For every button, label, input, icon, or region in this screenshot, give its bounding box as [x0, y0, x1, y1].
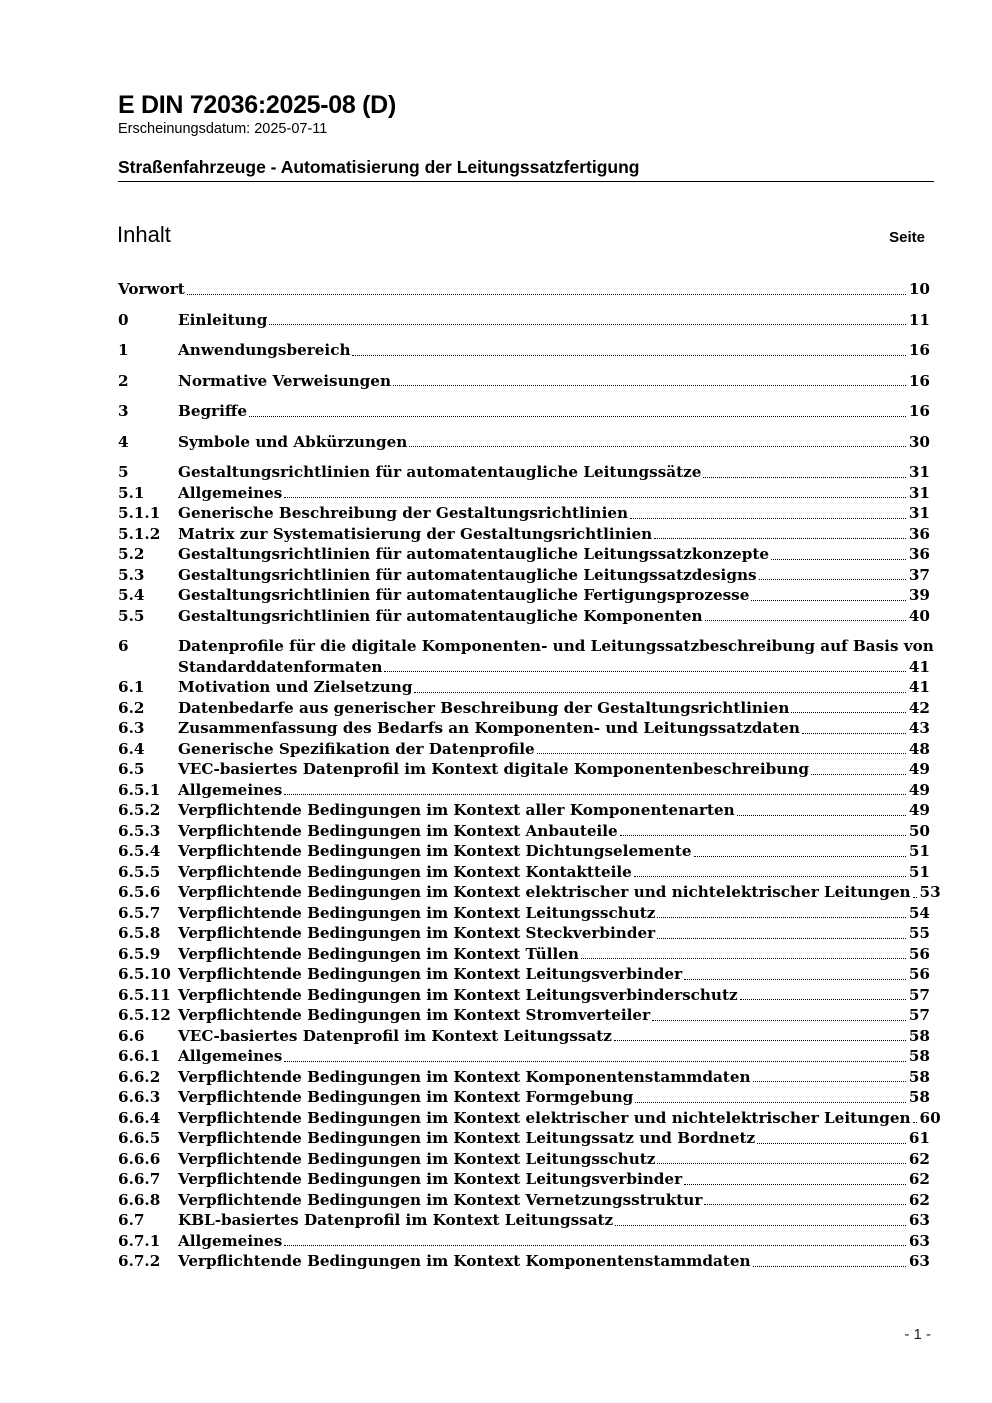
- toc-entry-body: [178, 964, 930, 985]
- publication-date-value: 2025-07-11: [254, 121, 328, 137]
- toc-dot-leader: [753, 1081, 906, 1082]
- toc-entry-body: [178, 1128, 930, 1149]
- toc-entry[interactable]: [118, 401, 930, 422]
- toc-dot-leader: [634, 876, 906, 877]
- toc-dot-leader: [654, 538, 906, 539]
- toc-dot-leader: [740, 999, 906, 1000]
- toc-entry-body: [178, 606, 930, 627]
- toc-entry-title-continuation: Standarddatenformaten: [178, 657, 383, 676]
- toc-dot-leader: [614, 1040, 906, 1041]
- toc-entry-page: 49: [908, 780, 930, 799]
- toc-entry-page: 31: [908, 463, 930, 481]
- toc-entry[interactable]: [118, 841, 930, 862]
- toc-dot-leader: [581, 958, 906, 959]
- toc-entry-page: 48: [908, 739, 930, 758]
- toc-entry-number: 6.2: [118, 698, 145, 717]
- toc-entry-body: [178, 739, 930, 760]
- toc-entry-body: [178, 923, 930, 944]
- toc-entry-number: 3: [118, 402, 129, 420]
- toc-entry[interactable]: [118, 524, 930, 545]
- toc-entry-body: [178, 841, 930, 862]
- toc-entry[interactable]: [118, 1067, 930, 1088]
- table-of-contents: [118, 279, 941, 1272]
- toc-entry-number: 6.5.2: [118, 801, 161, 819]
- toc-entry-title: Verpflichtende Bedingungen im Kontext Dichtungselemente: [178, 842, 692, 860]
- toc-entry-page: 41: [908, 657, 930, 676]
- toc-entry-page: 30: [908, 432, 930, 451]
- toc-entry-page: 63: [908, 1252, 930, 1270]
- toc-entry-body: [178, 698, 930, 719]
- toc-entry-page: 58: [908, 1026, 930, 1045]
- toc-entry-body: [178, 544, 930, 565]
- toc-entry-body: [118, 279, 930, 300]
- toc-dot-leader: [249, 416, 906, 417]
- toc-entry-page: 55: [908, 924, 930, 942]
- toc-dot-leader: [284, 794, 905, 795]
- toc-entry-title: Datenprofile für die digitale Komponenten- und Leitungssatzbeschreibung auf Basis von: [178, 637, 934, 655]
- toc-entry-page: 16: [908, 371, 930, 390]
- toc-entry-body: [178, 1108, 941, 1129]
- toc-dot-leader: [704, 1204, 906, 1205]
- toc-entry-page: 57: [908, 1006, 930, 1024]
- toc-entry[interactable]: [118, 677, 930, 698]
- toc-entry-title: VEC-basiertes Datenprofil im Kontext Leitungssatz: [178, 1026, 612, 1045]
- toc-entry-title: Vorwort: [118, 280, 185, 298]
- toc-entry-body: [178, 882, 941, 903]
- toc-entry-title: Verpflichtende Bedingungen im Kontext Leitungsverbinderschutz: [178, 985, 738, 1004]
- toc-dot-leader: [791, 712, 905, 713]
- toc-entry-page: 62: [908, 1190, 930, 1209]
- toc-entry-number: 1: [118, 341, 129, 359]
- toc-entry-page: 49: [908, 801, 930, 819]
- toc-entry-title: Datenbedarfe aus generischer Beschreibung der Gestaltungsrichtlinien: [178, 698, 790, 717]
- toc-entry-body: [178, 1169, 930, 1190]
- toc-entry-page: 49: [908, 760, 930, 778]
- toc-group: [118, 340, 930, 361]
- toc-entry[interactable]: [118, 606, 930, 627]
- toc-dot-leader: [657, 917, 905, 918]
- publication-date: Erscheinungsdatum: 2025-07-11: [118, 121, 328, 137]
- toc-entry-body: [178, 780, 930, 801]
- toc-entry-title: Gestaltungsrichtlinien für automatentaugliche Leitungssatzdesigns: [178, 565, 757, 584]
- toc-group: [118, 279, 930, 300]
- toc-group: [118, 401, 930, 422]
- toc-entry-title: VEC-basiertes Datenprofil im Kontext digitale Komponentenbeschreibung: [178, 760, 810, 778]
- toc-entry-title: Verpflichtende Bedingungen im Kontext Leitungssatz und Bordnetz: [178, 1129, 756, 1147]
- toc-entry-body: [178, 565, 930, 586]
- toc-entry-number: 6.5.10: [118, 965, 171, 983]
- toc-dot-leader: [737, 815, 906, 816]
- toc-group: [118, 462, 930, 626]
- toc-entry-title: Verpflichtende Bedingungen im Kontext Komponentenstammdaten: [178, 1252, 751, 1270]
- toc-entry-title: Allgemeines: [178, 1231, 283, 1250]
- toc-entry-page: 51: [908, 862, 930, 881]
- toc-entry-number: 6.5.11: [118, 985, 171, 1004]
- toc-entry-body: [178, 401, 930, 422]
- toc-entry[interactable]: [118, 780, 930, 801]
- toc-entry[interactable]: [118, 503, 930, 524]
- toc-entry-title: Normative Verweisungen: [178, 371, 392, 390]
- toc-dot-leader: [284, 1061, 905, 1062]
- toc-entry-number: 5.2: [118, 545, 145, 563]
- toc-entry-title: Gestaltungsrichtlinien für automatentaugliche Leitungssatzkonzepte: [178, 545, 770, 563]
- toc-entry-body: [178, 310, 930, 331]
- toc-dot-leader: [393, 385, 906, 386]
- toc-entry-body: [178, 432, 930, 453]
- toc-dot-leader: [657, 938, 906, 939]
- toc-entry-page: 62: [908, 1170, 930, 1188]
- toc-entry[interactable]: [118, 340, 930, 361]
- toc-entry-number: 2: [118, 371, 129, 390]
- toc-entry-page: 54: [908, 903, 930, 922]
- toc-entry-title: Allgemeines: [178, 1047, 283, 1065]
- toc-entry[interactable]: [118, 565, 930, 586]
- toc-entry-body: [178, 462, 930, 483]
- toc-entry-body: [178, 483, 930, 504]
- toc-entry-body: [178, 718, 930, 739]
- toc-entry-page: 56: [908, 944, 930, 963]
- toc-entry[interactable]: [118, 1210, 930, 1231]
- toc-dot-leader: [384, 671, 905, 672]
- toc-dot-leader: [913, 897, 917, 898]
- toc-entry-title: Verpflichtende Bedingungen im Kontext Kontaktteile: [178, 862, 632, 881]
- toc-entry-title: Gestaltungsrichtlinien für automatentaugliche Fertigungsprozesse: [178, 586, 750, 604]
- toc-entry-number: 6.6.4: [118, 1108, 161, 1127]
- toc-entry-number: 6.6.2: [118, 1067, 161, 1086]
- toc-entry-number: 6.6.6: [118, 1149, 161, 1168]
- toc-entry-page: 53: [919, 883, 941, 901]
- toc-entry[interactable]: [118, 1169, 930, 1190]
- toc-dot-leader: [684, 979, 906, 980]
- toc-entry-page: 63: [908, 1231, 930, 1250]
- toc-entry[interactable]: [118, 1231, 930, 1252]
- toc-entry-number: 5.1.1: [118, 504, 161, 522]
- toc-group: [118, 636, 941, 1272]
- toc-entry-title: Allgemeines: [178, 780, 283, 799]
- toc-entry-number: 6.1: [118, 678, 145, 696]
- toc-dot-leader: [694, 856, 906, 857]
- document-id: E DIN 72036:2025-08 (D): [118, 91, 396, 119]
- toc-dot-leader: [269, 324, 906, 325]
- toc-entry-title: Verpflichtende Bedingungen im Kontext Leitungsschutz: [178, 903, 656, 922]
- toc-entry-title: Matrix zur Systematisierung der Gestaltungsrichtlinien: [178, 524, 653, 543]
- toc-entry-page: 43: [908, 719, 930, 737]
- toc-entry-page: 39: [908, 586, 930, 604]
- toc-entry-title: Verpflichtende Bedingungen im Kontext Formgebung: [178, 1088, 634, 1106]
- toc-entry-body: [178, 340, 930, 361]
- toc-entry-body: [178, 636, 934, 677]
- toc-entry[interactable]: [118, 544, 930, 565]
- toc-entry-body: [178, 985, 930, 1006]
- toc-entry[interactable]: [118, 1046, 930, 1067]
- toc-group: [118, 371, 930, 392]
- toc-dot-leader: [630, 518, 906, 519]
- toc-dot-leader: [657, 1163, 905, 1164]
- toc-entry-body: [178, 585, 930, 606]
- toc-entry[interactable]: [118, 371, 930, 392]
- toc-entry-body: [178, 1005, 930, 1026]
- toc-entry[interactable]: [118, 944, 930, 965]
- toc-entry-title: Allgemeines: [178, 483, 283, 502]
- toc-dot-leader: [759, 579, 906, 580]
- toc-entry[interactable]: [118, 862, 930, 883]
- toc-entry-page: 36: [908, 545, 930, 563]
- toc-dot-leader: [751, 600, 905, 601]
- toc-entry-body: [178, 1087, 930, 1108]
- toc-entry[interactable]: [118, 585, 930, 606]
- toc-entry[interactable]: [118, 1190, 930, 1211]
- toc-entry-number: 6.5.6: [118, 883, 161, 901]
- toc-entry-page: 31: [908, 504, 930, 522]
- toc-entry-number: 5.1.2: [118, 524, 161, 543]
- toc-entry-number: 6.6.3: [118, 1088, 161, 1106]
- document-title: Straßenfahrzeuge - Automatisierung der Leitungssatzfertigung: [118, 157, 934, 182]
- toc-entry-number: 6.5.5: [118, 862, 161, 881]
- toc-entry-number: 5: [118, 463, 129, 481]
- toc-entry-number: 6.5.1: [118, 780, 161, 799]
- toc-entry[interactable]: [118, 462, 930, 483]
- toc-heading: Inhalt: [117, 222, 171, 247]
- toc-entry-title: Verpflichtende Bedingungen im Kontext aller Komponentenarten: [178, 801, 735, 819]
- toc-dot-leader: [802, 733, 906, 734]
- toc-entry-title: Verpflichtende Bedingungen im Kontext Leitungsverbinder: [178, 1170, 683, 1188]
- toc-entry[interactable]: [118, 759, 930, 780]
- toc-entry[interactable]: [118, 1251, 930, 1272]
- toc-entry-title: Gestaltungsrichtlinien für automatentaugliche Leitungssätze: [178, 463, 702, 481]
- toc-entry-body: [178, 1190, 930, 1211]
- toc-entry[interactable]: [118, 1128, 930, 1149]
- toc-entry-title: Verpflichtende Bedingungen im Kontext Stromverteiler: [178, 1006, 651, 1024]
- toc-entry-page: 58: [908, 1088, 930, 1106]
- toc-dot-leader: [620, 835, 906, 836]
- toc-entry-number: 6.5.3: [118, 821, 161, 840]
- toc-entry[interactable]: [118, 882, 941, 903]
- toc-entry-body: [178, 503, 930, 524]
- toc-entry-number: 6.5.8: [118, 924, 161, 942]
- toc-entry-page: 58: [908, 1047, 930, 1065]
- toc-entry-number: 6.4: [118, 739, 145, 758]
- toc-dot-leader: [753, 1266, 906, 1267]
- toc-entry-number: 6.6: [118, 1026, 145, 1045]
- toc-entry-page: 36: [908, 524, 930, 543]
- toc-entry-number: 6.6.8: [118, 1190, 161, 1209]
- toc-entry-body: [178, 524, 930, 545]
- toc-entry-number: 5.4: [118, 586, 145, 604]
- toc-entry-title: KBL-basiertes Datenprofil im Kontext Leitungssatz: [178, 1211, 614, 1229]
- toc-entry[interactable]: [118, 903, 930, 924]
- toc-entry[interactable]: [118, 279, 930, 300]
- toc-entry[interactable]: [118, 432, 930, 453]
- toc-entry[interactable]: [118, 310, 930, 331]
- toc-dot-leader: [635, 1102, 906, 1103]
- toc-entry-number: 0: [118, 310, 129, 329]
- toc-entry-page: 58: [908, 1067, 930, 1086]
- toc-dot-leader: [352, 355, 905, 356]
- toc-entry-number: 6: [118, 637, 129, 655]
- toc-entry-number: 6.6.5: [118, 1129, 161, 1147]
- publication-date-label: Erscheinungsdatum: [118, 121, 247, 137]
- toc-entry[interactable]: [118, 964, 930, 985]
- toc-entry-title: Verpflichtende Bedingungen im Kontext Tüllen: [178, 944, 579, 963]
- toc-entry-page: 42: [908, 698, 930, 717]
- toc-entry-title: Verpflichtende Bedingungen im Kontext Komponentenstammdaten: [178, 1067, 751, 1086]
- toc-entry-number: 6.3: [118, 719, 145, 737]
- toc-entry-page: 31: [908, 483, 930, 502]
- toc-entry-page: 10: [908, 280, 930, 298]
- toc-entry-title: Generische Spezifikation der Datenprofile: [178, 739, 535, 758]
- toc-entry-body: [178, 1210, 930, 1231]
- toc-entry-number: 5.5: [118, 606, 145, 625]
- toc-entry-page: 16: [908, 341, 930, 359]
- toc-entry[interactable]: [118, 1026, 930, 1047]
- toc-entry-number: 6.6.7: [118, 1170, 161, 1188]
- toc-entry-page: 62: [908, 1149, 930, 1168]
- toc-entry-title: Generische Beschreibung der Gestaltungsrichtlinien: [178, 504, 629, 522]
- toc-entry-page: 51: [908, 842, 930, 860]
- toc-entry-title: Zusammenfassung des Bedarfs an Komponenten- und Leitungssatzdaten: [178, 719, 800, 737]
- toc-entry-number: 5.3: [118, 565, 145, 584]
- toc-entry[interactable]: [118, 985, 930, 1006]
- toc-entry-page: 61: [908, 1129, 930, 1147]
- toc-entry-title: Verpflichtende Bedingungen im Kontext Leitungsverbinder: [178, 965, 683, 983]
- toc-entry-page: 63: [908, 1211, 930, 1229]
- toc-entry-page: 16: [908, 402, 930, 420]
- toc-entry-body: [178, 821, 930, 842]
- toc-entry[interactable]: [118, 1108, 941, 1129]
- toc-entry-title: Verpflichtende Bedingungen im Kontext Vernetzungsstruktur: [178, 1190, 703, 1209]
- toc-entry-title: Anwendungsbereich: [178, 341, 351, 359]
- toc-entry-title: Verpflichtende Bedingungen im Kontext Steckverbinder: [178, 924, 656, 942]
- toc-entry-title: Symbole und Abkürzungen: [178, 432, 408, 451]
- toc-dot-leader: [811, 774, 906, 775]
- toc-entry-body: [178, 1231, 930, 1252]
- toc-dot-leader: [537, 753, 906, 754]
- page-number: - 1 -: [904, 1326, 931, 1343]
- toc-entry-title: Verpflichtende Bedingungen im Kontext elektrischer und nichtelektrischer Leitungen: [178, 1108, 911, 1127]
- toc-dot-leader: [757, 1143, 906, 1144]
- toc-entry-number: 6.5: [118, 760, 145, 778]
- toc-entry-number: 6.7: [118, 1211, 145, 1229]
- toc-dot-leader: [705, 620, 906, 621]
- toc-entry-title: Verpflichtende Bedingungen im Kontext elektrischer und nichtelektrischer Leitungen: [178, 883, 911, 901]
- toc-entry-body: [178, 1046, 930, 1067]
- toc-entry-number: 5.1: [118, 483, 145, 502]
- toc-entry-page: 56: [908, 965, 930, 983]
- toc-entry-title: Verpflichtende Bedingungen im Kontext Leitungsschutz: [178, 1149, 656, 1168]
- toc-entry-body: [178, 1026, 930, 1047]
- toc-entry-body: [178, 862, 930, 883]
- page-column-label: Seite: [889, 229, 925, 246]
- toc-entry-number: 6.7.2: [118, 1252, 161, 1270]
- toc-dot-leader: [684, 1184, 906, 1185]
- toc-entry-page: 57: [908, 985, 930, 1004]
- toc-entry-page: 40: [908, 606, 930, 625]
- toc-entry-body: [178, 1251, 930, 1272]
- toc-entry-number: 6.6.1: [118, 1047, 161, 1065]
- toc-entry[interactable]: [118, 718, 930, 739]
- toc-entry-body: [178, 759, 930, 780]
- toc-entry-page: 37: [908, 565, 930, 584]
- toc-entry-page: 41: [908, 678, 930, 696]
- toc-entry-title: Gestaltungsrichtlinien für automatentaugliche Komponenten: [178, 606, 703, 625]
- toc-entry-body: [178, 677, 930, 698]
- toc-entry-body: [178, 371, 930, 392]
- toc-dot-leader: [187, 294, 906, 295]
- toc-entry[interactable]: [118, 821, 930, 842]
- toc-entry-page: 50: [908, 821, 930, 840]
- toc-group: [118, 432, 930, 453]
- toc-entry-title: Einleitung: [178, 310, 268, 329]
- toc-entry[interactable]: [118, 800, 930, 821]
- toc-entry-body: [178, 1067, 930, 1088]
- toc-entry[interactable]: [118, 483, 930, 504]
- toc-entry-number: 6.5.12: [118, 1006, 171, 1024]
- toc-dot-leader: [284, 497, 905, 498]
- toc-entry[interactable]: [118, 1087, 930, 1108]
- toc-dot-leader: [703, 477, 905, 478]
- toc-entry[interactable]: [118, 636, 934, 677]
- toc-entry-number: 6.5.9: [118, 944, 161, 963]
- toc-dot-leader: [284, 1245, 905, 1246]
- toc-dot-leader: [414, 692, 905, 693]
- toc-entry[interactable]: [118, 698, 930, 719]
- toc-entry[interactable]: [118, 1005, 930, 1026]
- toc-dot-leader: [913, 1122, 917, 1123]
- toc-entry[interactable]: [118, 923, 930, 944]
- toc-entry-page: 60: [919, 1108, 941, 1127]
- toc-entry-title: Verpflichtende Bedingungen im Kontext Anbauteile: [178, 821, 618, 840]
- toc-group: [118, 310, 930, 331]
- toc-dot-leader: [615, 1225, 906, 1226]
- toc-entry-number: 6.5.4: [118, 842, 161, 860]
- toc-entry[interactable]: [118, 739, 930, 760]
- toc-dot-leader: [409, 446, 906, 447]
- toc-entry-number: 6.7.1: [118, 1231, 161, 1250]
- toc-entry-body: [178, 1149, 930, 1170]
- toc-entry-page: 11: [908, 310, 930, 329]
- toc-dot-leader: [652, 1020, 906, 1021]
- toc-entry[interactable]: [118, 1149, 930, 1170]
- toc-dot-leader: [771, 559, 906, 560]
- toc-entry-body: [178, 944, 930, 965]
- toc-entry-body: [178, 800, 930, 821]
- toc-entry-title: Begriffe: [178, 402, 248, 420]
- toc-entry-number: 4: [118, 432, 129, 451]
- toc-entry-number: 6.5.7: [118, 903, 161, 922]
- toc-entry-body: [178, 903, 930, 924]
- toc-entry-title: Motivation und Zielsetzung: [178, 678, 413, 696]
